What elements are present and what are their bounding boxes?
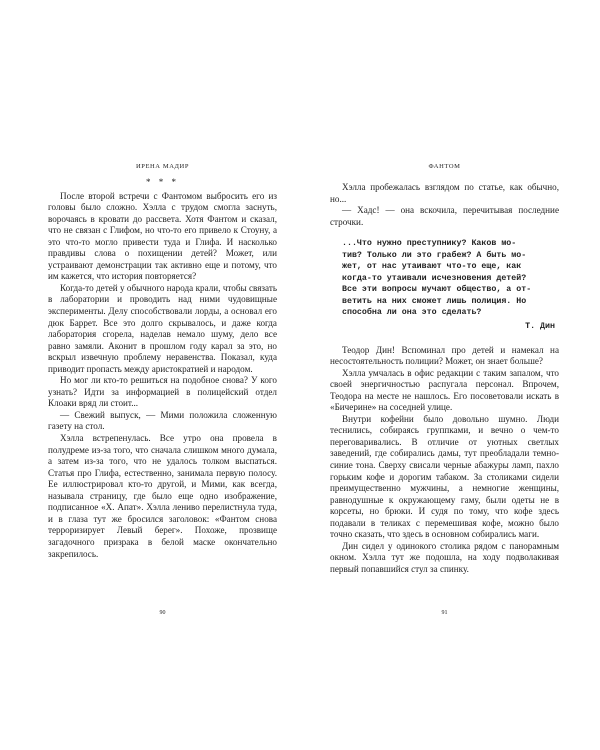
left-page: [48, 0, 277, 750]
newspaper-quote: [342, 238, 558, 319]
quote-line: тив? Только ли это грабеж? А быть мо-: [342, 250, 527, 260]
page-number: 90: [159, 610, 166, 616]
running-head-author: ИРЕНА МАДИР: [135, 163, 190, 170]
right-page: [330, 0, 559, 750]
paragraph: Дин сидел у одинокого столика рядом с панорамным окном. Хэлла тут же подошла, на ходу подволакивая первый попавшийся стул за спинку.: [330, 540, 559, 574]
paragraph: Внутри кофейни было довольно шумно. Люди теснились, собираясь группками, и вечно о чем-то переговаривались. В отличие от уютных светлых заведений, где собирались дамы, тут преобладали темно-синие тона. Сверху свисали черные абажуры ламп, пахло горьким кофе и дорогим табаком. За столиками сидели преимущественно мужчины, а немногие женщины, равнодушные к окружающему гаму, были одеты не в корсеты, но брюки. И судя по тому, что кофе здесь подавали в теликах с перемешивая кофе, можно было точно сказать, что здесь в основном собирались маги.: [330, 413, 559, 540]
quote-signature: Т. Дин: [525, 322, 555, 332]
section-break: * * *: [146, 177, 179, 187]
paragraph: После второй встречи с Фантомом выбросить его из головы было сложно. Хэлла с трудом смогла заснуть, ворочаясь в кровати до рассвета. Хотя Фантом и сказал, что не связан с Глифом, но что-то его привело к Стоуну, а это что-то могло привести туда и Глифа. И насколько правдивы слова о похищении детей? Может, или устраивают демонстрации так активно еще и потому, что им кажется, что история повторяется?: [48, 190, 277, 282]
left-page-body: [48, 177, 277, 560]
paragraph: Когда-то детей у обычного народа крали, чтобы связать в лаборатории и проводить над ними чудовищные эксперименты. Делу способствовали лорды, а основал его дюк Баррет. Все это долго скрывалось, и даже когда лаборатория сгорела, наделав немало шуму, дело все равно замяли. Аконит в прошлом году карал за это, но вскрыл извечную проблему неравенства. Показал, куда приводит пропасть между аристократией и народом.: [48, 282, 277, 374]
paragraph: — Хадс! — она вскочила, перечитывая последние строчки.: [330, 205, 559, 227]
right-page-body: [330, 182, 559, 576]
paragraph: Хэлла пробежалась взглядом по статье, как обычно, но...: [330, 182, 559, 204]
quote-line: ветить на них сможет лишь полиция. Но: [342, 296, 527, 306]
paragraph: Теодор Дин! Вспоминал про детей и намекал на несостоятельность полиции? Может, он знает больше?: [330, 344, 559, 367]
running-head-title: ФАНТОМ: [428, 163, 461, 170]
paragraph: — Свежий выпуск, — Мими положила сложенную газету на стол.: [48, 409, 277, 432]
paragraph: Хэлла встрепенулась. Все утро она провела в полудреме из-за того, что сначала слишком много думала, а затем из-за того, что не удалось толком выспаться. Статья про Глифа, естественно, занимала первую полосу. Ее иллюстрировал кто-то другой, и Мими, как всегда, называла страницу, где было еще одно изображение, подписанное «Х. Апат». Хэлла лениво перелистнула туда, и в глаза тут же бросился заголовок: «Фантом снова терроризирует Левый берег». Похоже, прозвище загадочного призрака в белой маске окончательно закрепилось.: [48, 433, 277, 559]
quote-line: ...Что нужно преступнику? Каков мо-: [342, 239, 517, 249]
quote-line: жет, от нас утаивают что-то еще, как: [342, 262, 522, 272]
paragraph: Но мог ли кто-то решиться на подобное снова? У кого узнать? Идти за информацией в полицейский отдел Клоаки вряд ли стоит...: [48, 375, 277, 409]
quote-line: когда-то утаивали исчезновения детей?: [342, 273, 527, 283]
paragraph: Хэлла умчалась в офис редакции с таким запалом, что своей энергичностью распугала персонал. Впрочем, Теодора на месте не нашлось. Его посоветовали искать в «Бичерине» на соседней улице.: [330, 367, 559, 413]
quote-line: способна ли она это сделать?: [342, 308, 482, 318]
quote-line: Все эти вопросы мучают общество, а от-: [342, 285, 532, 295]
page-number: 91: [441, 610, 448, 616]
